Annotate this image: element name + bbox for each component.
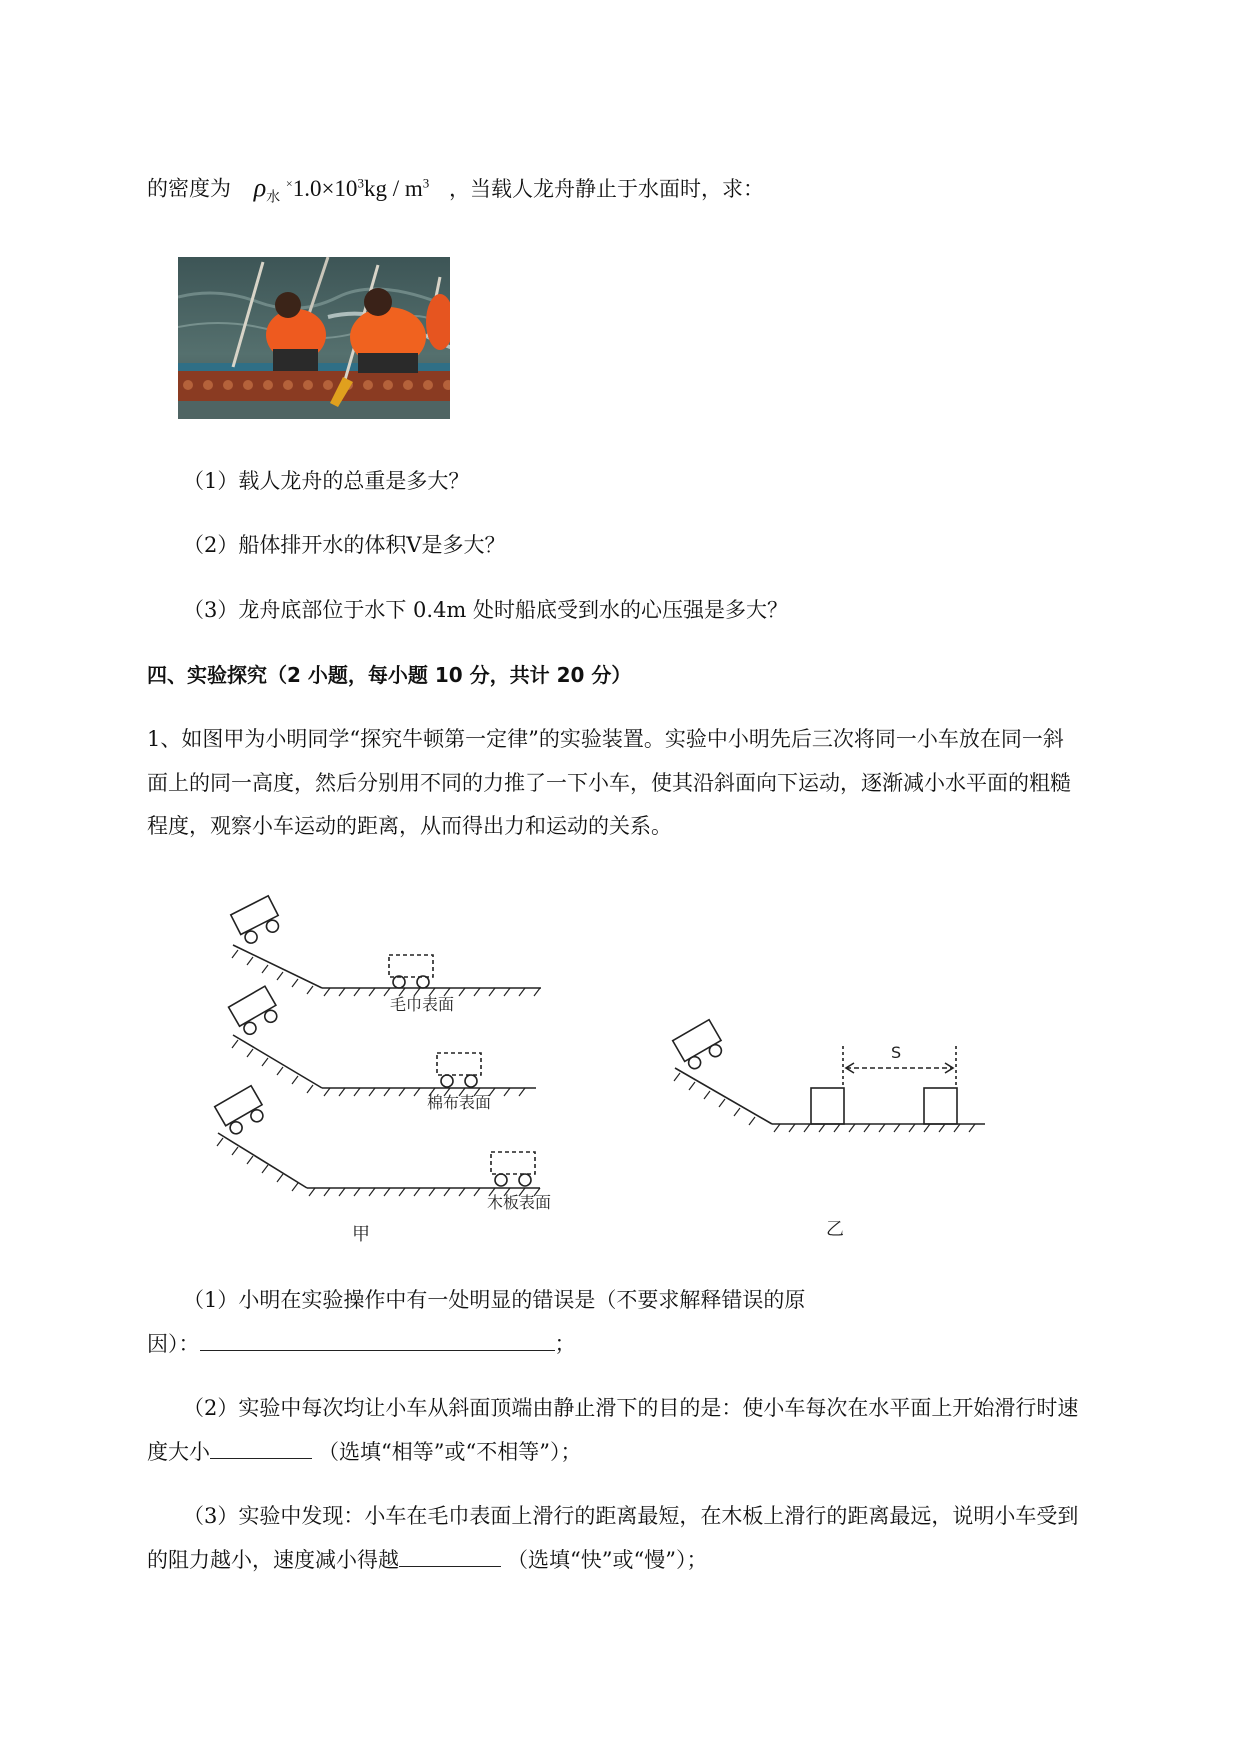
problem1-line-1: 1、如图甲为小明同学“探究牛顿第一定律”的实验装置。实验中小明先后三次将同一小车放在同一斜 [147,727,1064,751]
subq2-prefix: 度大小 [147,1440,210,1464]
unit-exp: 3 [422,175,430,190]
subq2-suffix: （选填“相等”或“不相等”）； [318,1440,582,1464]
intro-prefix: 的密度为 [147,176,231,201]
intro-suffix: ，当载人龙舟静止于水面时，求： [448,176,764,201]
question-3: （3）龙舟底部位于水下 0.4m 处时船底受到水的心压强是多大？ [183,598,789,622]
answer-blank-3[interactable] [399,1544,501,1567]
subq1-line-2 [147,1328,576,1359]
density-value: 1.0×10 [292,175,358,201]
problem1-line-3: 程度，观察小车运动的距离，从而得出力和运动的关系。 [147,814,672,838]
subq1-suffix: ； [554,1332,576,1356]
label-distance: S [891,1043,902,1062]
question-1: （1）载人龙舟的总重是多大？ [183,469,470,493]
label-wood: 木板表面 [487,1193,552,1212]
density-formula [253,172,435,206]
experiment-figure [0,880,1241,1260]
density-exp: 3 [357,175,364,190]
rho-symbol: ρ [253,172,267,202]
approx-mark: × [285,176,293,190]
setup-wood [215,1086,540,1196]
subq2-line-1: （2）实验中每次均让小车从斜面顶端由静止滑下的目的是：使小车每次在水平面上开始滑行时速 [183,1396,1079,1420]
label-towel: 毛巾表面 [390,995,455,1014]
intro-line [147,168,764,213]
density-unit: kg / m [363,175,423,201]
subq1-prefix: 因）： [147,1332,200,1356]
question-2: （2）船体排开水的体积V是多大？ [183,533,506,557]
setup-yi [673,1020,985,1132]
subq2-line-2 [147,1436,581,1467]
label-yi: 乙 [826,1219,844,1240]
rho-subscript: 水 [266,190,281,206]
problem1-line-2: 面上的同一高度，然后分别用不同的力推了一下小车，使其沿斜面向下运动，逐渐减小水平面的粗糙 [147,771,1071,795]
subq3-suffix: （选填“快”或“慢”）； [507,1548,708,1572]
dragon-boat-photo [178,257,450,419]
setup-cotton [229,986,536,1096]
subq1-line-1: （1）小明在实验操作中有一处明显的错误是（不要求解释错误的原 [183,1288,806,1312]
setup-towel [231,896,541,996]
answer-blank-2[interactable] [210,1436,312,1459]
answer-blank-1[interactable] [200,1328,555,1351]
label-jia: 甲 [352,1224,370,1245]
subq3-line-1: （3）实验中发现：小车在毛巾表面上滑行的距离最短，在木板上滑行的距离最远，说明小车受到 [183,1504,1079,1528]
section-title: 四、实验探究（2 小题，每小题 10 分，共计 20 分） [147,663,632,687]
subq3-prefix: 的阻力越小，速度减小得越 [147,1548,399,1572]
subq3-line-2 [147,1544,707,1575]
label-cotton: 棉布表面 [427,1093,492,1112]
